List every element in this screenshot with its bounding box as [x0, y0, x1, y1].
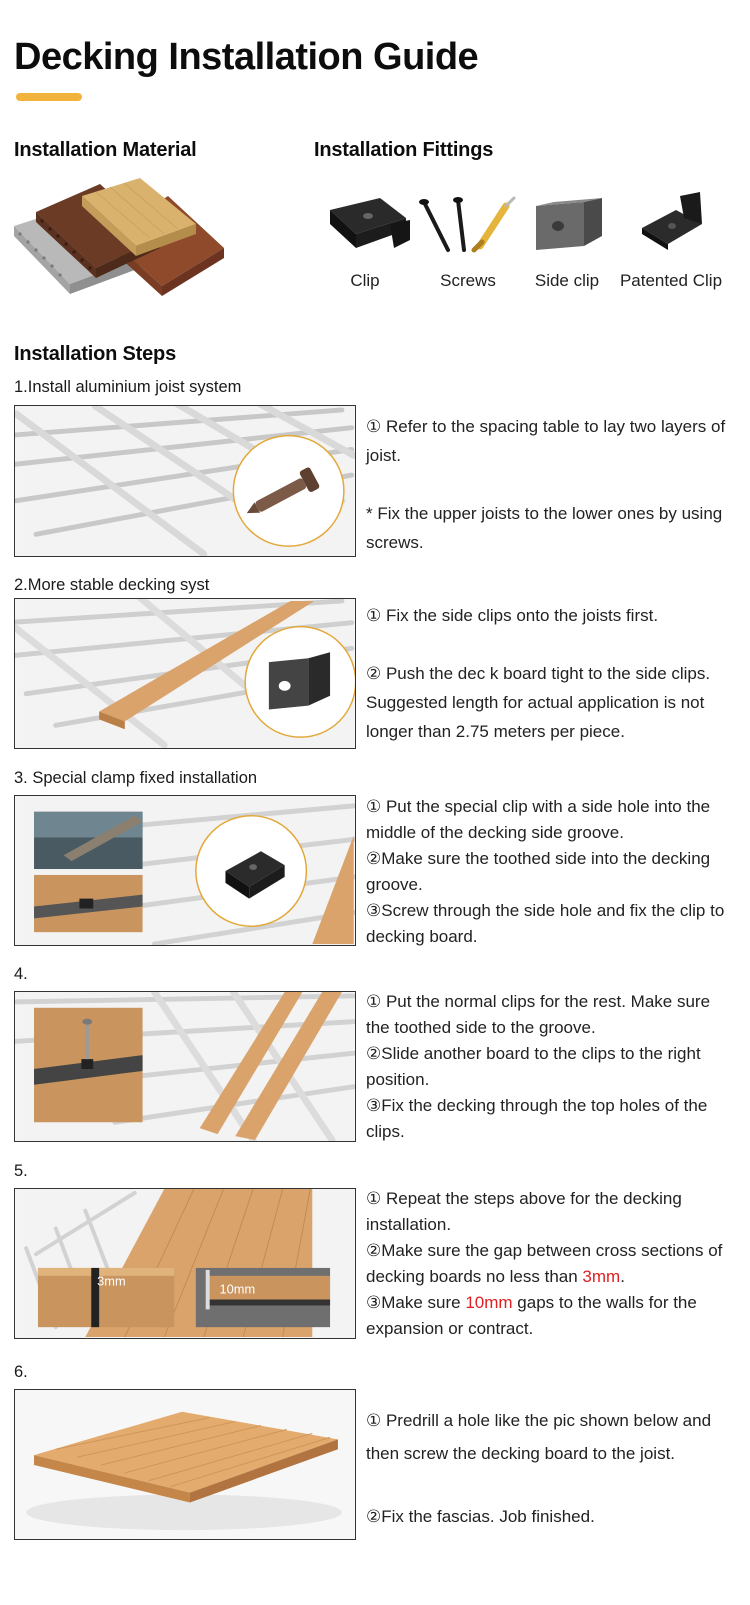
step-3-para-1: ① Put the special clip with a side hole into the middle of the decking side groove. — [366, 797, 711, 842]
step-4-title: 4. — [14, 965, 28, 983]
fitting-label-side-clip: Side clip — [534, 271, 600, 290]
step-3-description — [366, 794, 738, 950]
step-4-image — [14, 991, 356, 1142]
step-5-para-3-end: gaps to the walls for the expansion or contract. — [366, 1293, 697, 1338]
step-4-para-3: ③Fix the decking through the top holes of the clips. — [366, 1096, 708, 1141]
title-underline — [16, 93, 82, 101]
page-title: Decking Installation Guide — [14, 36, 479, 78]
step-3-title: 3. Special clamp fixed installation — [14, 769, 258, 787]
step-5-wall-gap-value: 10mm — [465, 1293, 513, 1312]
step-5-para-2 — [366, 1238, 738, 1290]
step-6-description — [366, 1404, 738, 1533]
step-4-para-1: ① Put the normal clips for the rest. Make sure the toothed side to the groove. — [366, 992, 711, 1037]
material-boards-image — [12, 178, 226, 306]
step-5-gap-value: 3mm — [582, 1267, 621, 1286]
step-1-title: 1.Install aluminium joist system — [14, 378, 242, 396]
step-2-para-2: ② Push the dec k board tight to the side clips. Suggested length for actual application is not longer than 2.75 meters per piece. — [366, 664, 711, 741]
step-1-para-2: * Fix the upper joists to the lower ones by using screws. — [366, 504, 723, 552]
step-6-para-2: ②Fix the fascias. Job finished. — [366, 1507, 595, 1526]
step-3-image — [14, 795, 356, 946]
step-5-para-3-text: ③Make sure — [366, 1293, 466, 1312]
step-5-inset-wall-label: 10mm — [219, 1281, 256, 1297]
step-5-para-1: ① Repeat the steps above for the decking installation. — [366, 1189, 682, 1234]
step-3-para-3: ③Screw through the side hole and fix the clip to decking board. — [366, 901, 725, 946]
step-1-image — [14, 405, 356, 557]
step-5-image — [14, 1188, 356, 1339]
step-5-para-3 — [366, 1290, 738, 1342]
fitting-label-patented-clip: Patented Clip — [619, 271, 723, 290]
step-5-para-2-text: ②Make sure the gap between cross sections of decking boards no less than — [366, 1241, 723, 1286]
step-5-para-2-end: . — [620, 1267, 625, 1286]
step-2-title: 2.More stable decking syst — [14, 576, 210, 594]
step-5-title: 5. — [14, 1162, 28, 1180]
fittings-heading: Installation Fittings — [314, 139, 494, 161]
step-2-para-1: ① Fix the side clips onto the joists first. — [366, 606, 659, 625]
step-2-description — [366, 601, 738, 746]
step-6-para-1: ① Predrill a hole like the pic shown below and then screw the decking board to the joist. — [366, 1411, 712, 1463]
step-2-image — [14, 598, 356, 749]
step-4-para-2: ②Slide another board to the clips to the right position. — [366, 1044, 701, 1089]
side-clip-icon — [532, 196, 606, 254]
fitting-label-screws: Screws — [440, 271, 496, 290]
step-5-inset-gap-label: 3mm — [97, 1273, 126, 1289]
step-5-description — [366, 1186, 738, 1342]
step-1-description — [366, 412, 738, 557]
patented-clip-icon — [636, 188, 712, 254]
clip-icon — [320, 190, 412, 260]
step-3-para-2: ②Make sure the toothed side into the decking groove. — [366, 849, 711, 894]
step-1-para-1: ① Refer to the spacing table to lay two layers of joist. — [366, 417, 726, 465]
step-4-description — [366, 989, 738, 1145]
steps-heading: Installation Steps — [14, 343, 176, 365]
fitting-label-clip: Clip — [350, 271, 380, 290]
step-6-image — [14, 1389, 356, 1540]
step-6-title: 6. — [14, 1363, 28, 1381]
screws-icon — [418, 196, 520, 256]
material-heading: Installation Material — [14, 139, 197, 161]
